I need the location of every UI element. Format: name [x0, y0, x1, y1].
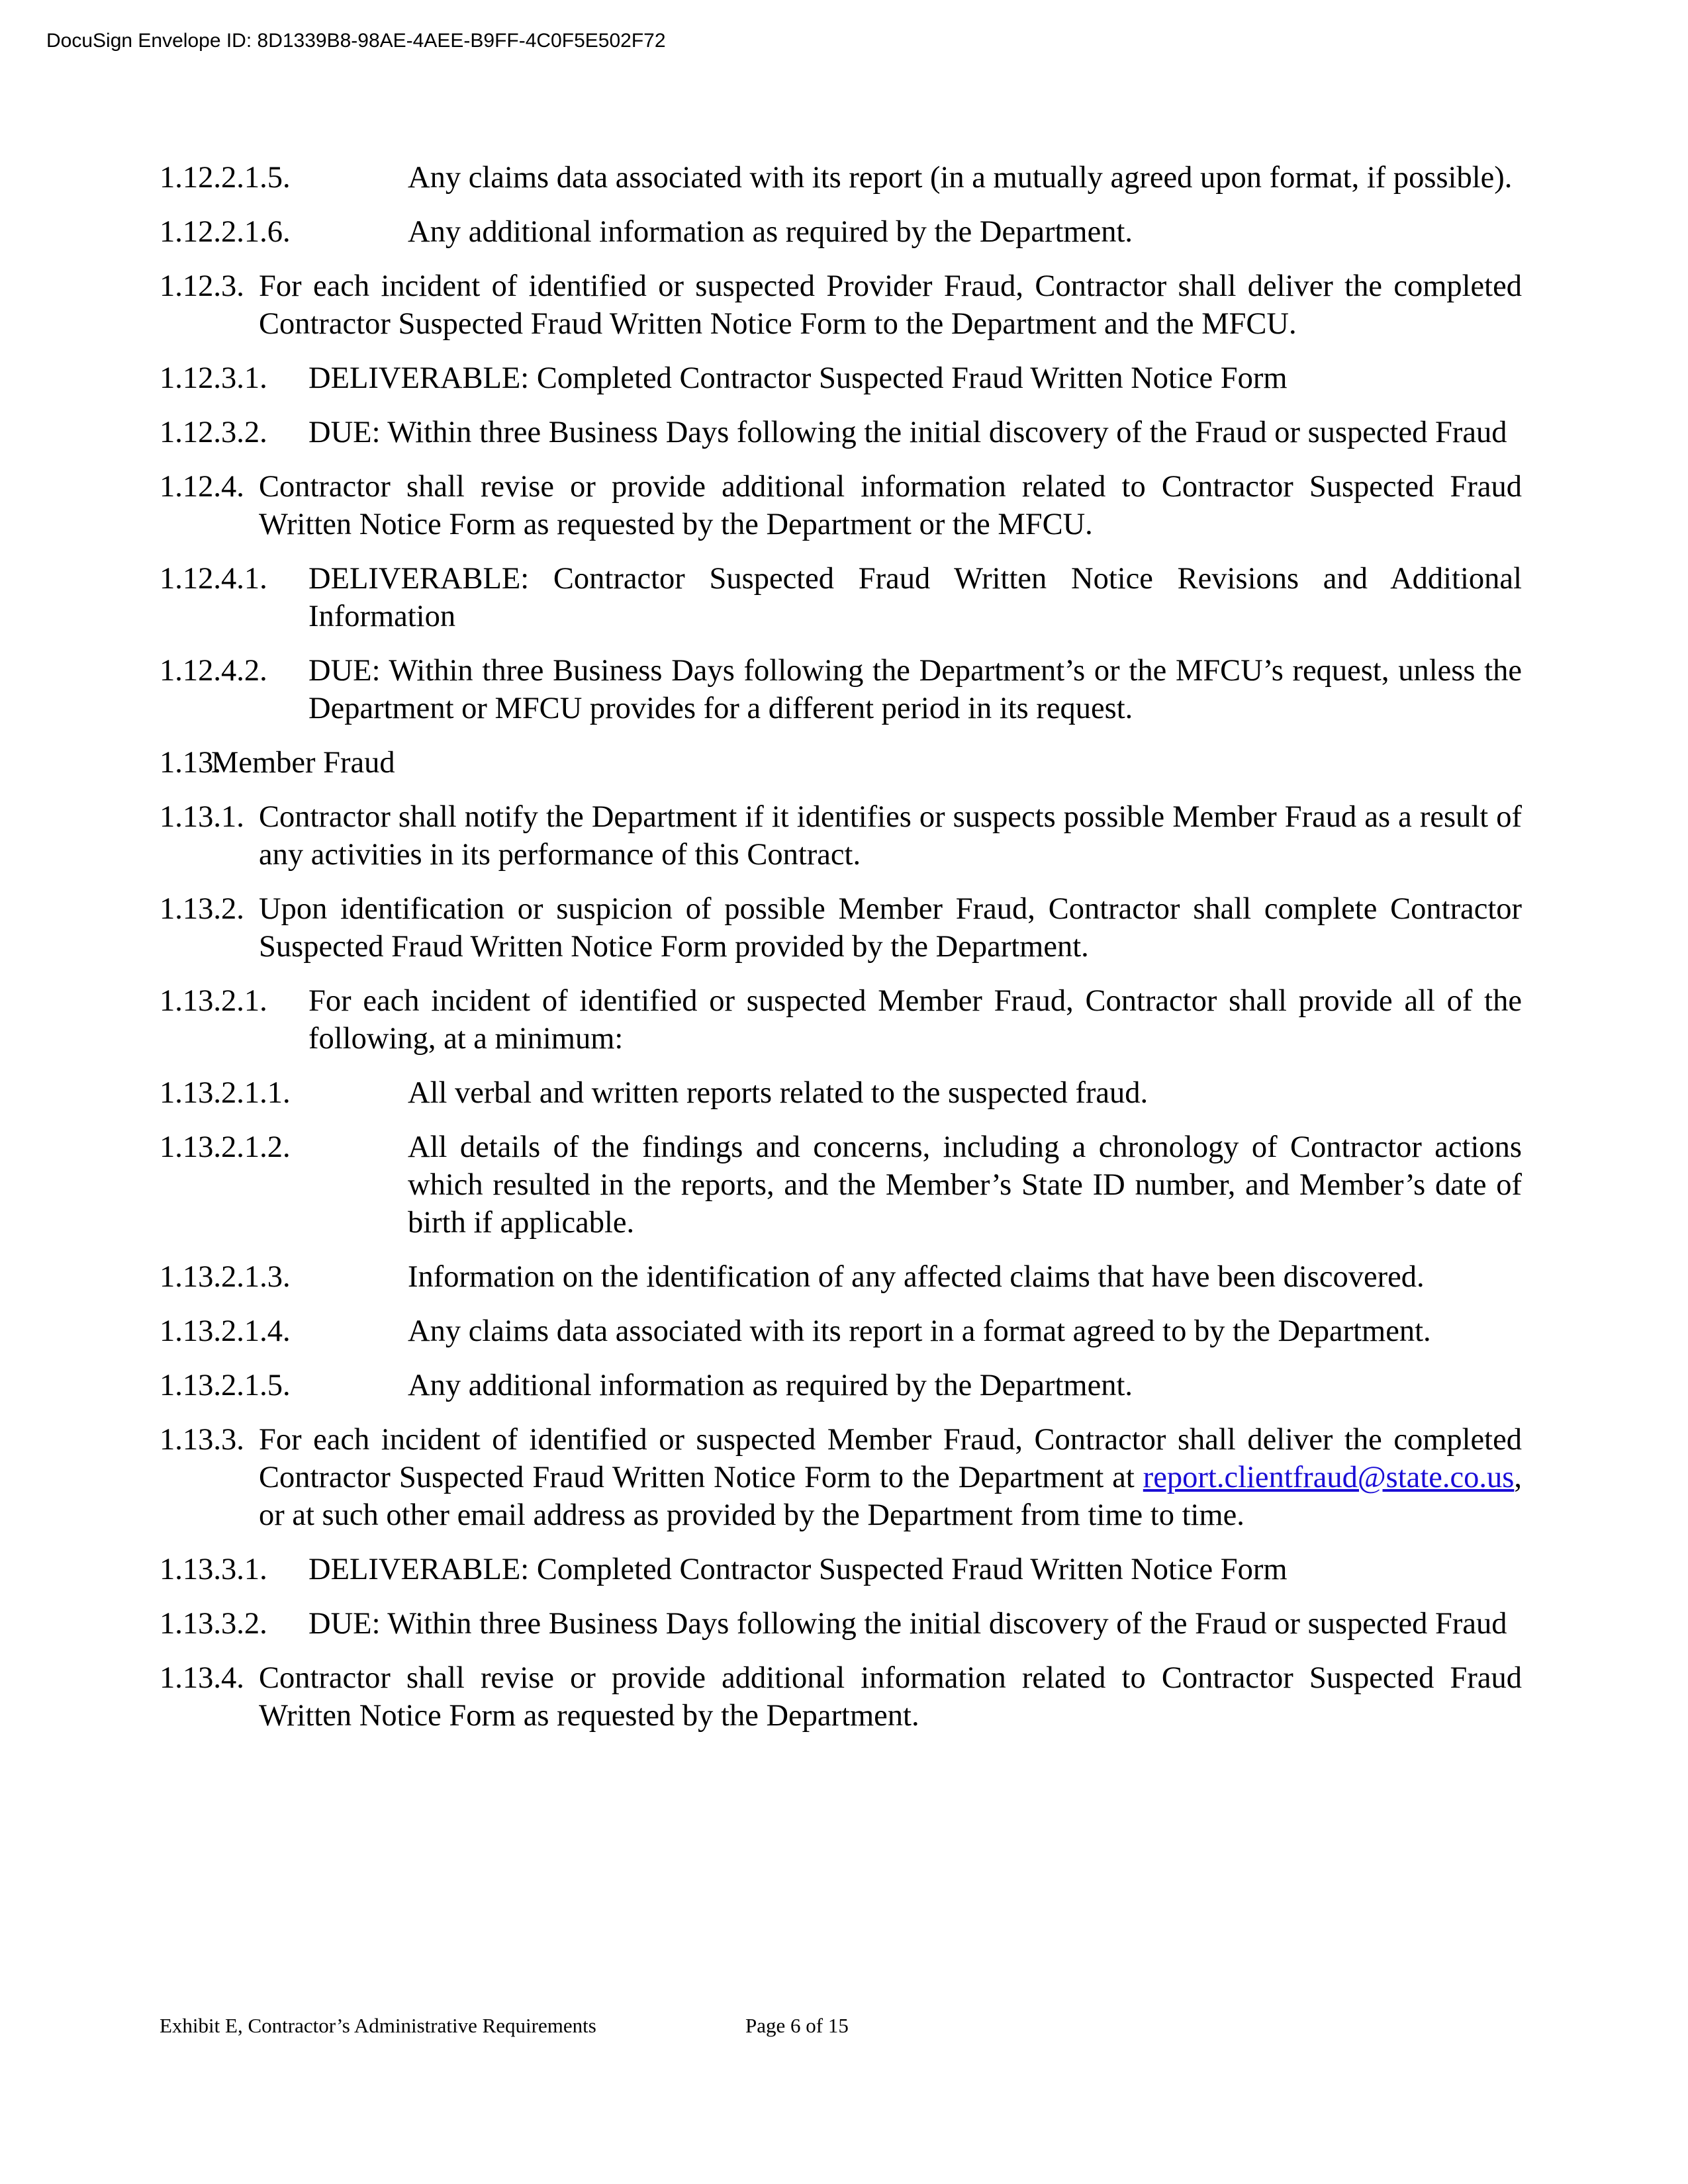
clause-1-12-3-2	[160, 414, 1522, 451]
clause-text: Any additional information as required by the Department.	[408, 215, 1133, 249]
clause-number: 1.12.4.2.	[160, 654, 267, 688]
clause-number: 1.13.2.1.4.	[160, 1314, 291, 1348]
clause-text: All verbal and written reports related to the suspected fraud.	[408, 1076, 1149, 1110]
clause-text: DELIVERABLE: Completed Contractor Suspected Fraud Written Notice Form	[308, 1553, 1288, 1586]
clause-text: DELIVERABLE: Completed Contractor Suspected Fraud Written Notice Form	[308, 361, 1288, 395]
section-number: 1.13.	[160, 746, 221, 780]
clause-1-12-4-2	[160, 652, 1522, 727]
clause-text-after-link: , or at such other email address as provided by the Department from time to time.	[259, 1461, 1522, 1532]
clause-number: 1.13.2.1.2.	[160, 1130, 291, 1164]
clause-1-12-4	[160, 468, 1522, 543]
clause-number: 1.12.3.	[160, 269, 244, 303]
section-title: Member Fraud	[211, 746, 395, 780]
clause-text: Upon identification or suspicion of possible Member Fraud, Contractor shall complete Contractor Suspected Fraud Written Notice Form provided by the Department.	[259, 892, 1522, 964]
clause-text: Contractor shall notify the Department if it identifies or suspects possible Member Fraud as a result of any activities in its performance of this Contract.	[259, 800, 1522, 872]
clause-number: 1.13.2.1.1.	[160, 1076, 291, 1110]
clause-number: 1.13.3.2.	[160, 1607, 267, 1641]
clause-text: All details of the findings and concerns, including a chronology of Contractor actions which resulted in the reports, and the Member’s State ID number, and Member’s date of birth if applicable.	[408, 1130, 1522, 1240]
email-link[interactable]: report.clientfraud@state.co.us	[1143, 1461, 1515, 1494]
clause-1-13-1	[160, 798, 1522, 874]
clause-text: Any claims data associated with its report in a format agreed to by the Department.	[408, 1314, 1431, 1348]
clause-number: 1.13.2.1.5.	[160, 1369, 291, 1402]
footer-page-number: Page 6 of 15	[745, 2014, 849, 2037]
clause-1-13-3-1	[160, 1551, 1522, 1588]
clause-1-13-3-2	[160, 1605, 1522, 1643]
clause-number: 1.12.4.1.	[160, 562, 267, 596]
clause-1-13-2-1-4	[160, 1312, 1522, 1350]
clause-number: 1.12.4.	[160, 470, 244, 504]
clause-number: 1.13.4.	[160, 1661, 244, 1695]
clause-number: 1.12.3.1.	[160, 361, 267, 395]
clause-number: 1.12.3.2.	[160, 416, 267, 449]
clause-number: 1.13.2.1.	[160, 984, 267, 1018]
clause-text: Any claims data associated with its report (in a mutually agreed upon format, if possible).	[408, 161, 1513, 195]
clause-text: Contractor shall revise or provide additional information related to Contractor Suspected Fraud Written Notice Form as requested by the Department.	[259, 1661, 1522, 1733]
clause-text: DELIVERABLE: Contractor Suspected Fraud Written Notice Revisions and Additional Information	[308, 562, 1522, 633]
clause-number: 1.13.3.1.	[160, 1553, 267, 1586]
clause-1-13-2	[160, 890, 1522, 966]
clause-1-12-3-1	[160, 359, 1522, 397]
footer-exhibit-title: Exhibit E, Contractor’s Administrative Requirements	[160, 2014, 596, 2037]
clause-1-13-2-1	[160, 982, 1522, 1058]
clause-1-12-2-1-6	[160, 213, 1522, 251]
clause-number: 1.12.2.1.6.	[160, 215, 291, 249]
clause-1-13-2-1-3	[160, 1258, 1522, 1296]
clause-text: Contractor shall revise or provide additional information related to Contractor Suspected Fraud Written Notice Form as requested by the Department or the MFCU.	[259, 470, 1522, 541]
clause-text: DUE: Within three Business Days following the initial discovery of the Fraud or suspected Fraud	[308, 1607, 1507, 1641]
clause-number: 1.13.3.	[160, 1423, 244, 1457]
clause-1-12-4-1	[160, 560, 1522, 635]
section-heading-1-13	[160, 744, 1522, 782]
clause-1-13-3	[160, 1421, 1522, 1534]
clause-text: For each incident of identified or suspected Member Fraud, Contractor shall provide all of the following, at a minimum:	[308, 984, 1522, 1056]
clause-text	[259, 1421, 1522, 1534]
clause-1-13-2-1-1	[160, 1074, 1522, 1112]
clause-text: DUE: Within three Business Days following the Department’s or the MFCU’s request, unless the Department or MFCU provides for a different period in its request.	[308, 654, 1522, 725]
clause-number: 1.13.2.1.3.	[160, 1260, 291, 1294]
clause-1-13-4	[160, 1659, 1522, 1735]
clause-1-12-2-1-5	[160, 159, 1522, 197]
envelope-id: DocuSign Envelope ID: 8D1339B8-98AE-4AEE-B9FF-4C0F5E502F72	[46, 30, 666, 52]
clause-number: 1.13.1.	[160, 800, 244, 834]
clause-1-13-2-1-2	[160, 1128, 1522, 1242]
document-body	[160, 159, 1522, 1751]
clause-text: DUE: Within three Business Days following the initial discovery of the Fraud or suspected Fraud	[308, 416, 1507, 449]
page-footer	[160, 2013, 849, 2038]
clause-text: Information on the identification of any affected claims that have been discovered.	[408, 1260, 1425, 1294]
clause-text: For each incident of identified or suspected Provider Fraud, Contractor shall deliver the completed Contractor Suspected Fraud Written Notice Form to the Department and the MFCU.	[259, 269, 1522, 341]
clause-text: Any additional information as required by the Department.	[408, 1369, 1133, 1402]
clause-1-12-3	[160, 267, 1522, 343]
clause-text-before-link: For each incident of identified or suspected Member Fraud, Contractor shall deliver the completed Contractor Suspected Fraud Written Notice Form to the Department at	[259, 1423, 1522, 1494]
clause-number: 1.13.2.	[160, 892, 244, 926]
clause-1-13-2-1-5	[160, 1367, 1522, 1404]
clause-number: 1.12.2.1.5.	[160, 161, 291, 195]
